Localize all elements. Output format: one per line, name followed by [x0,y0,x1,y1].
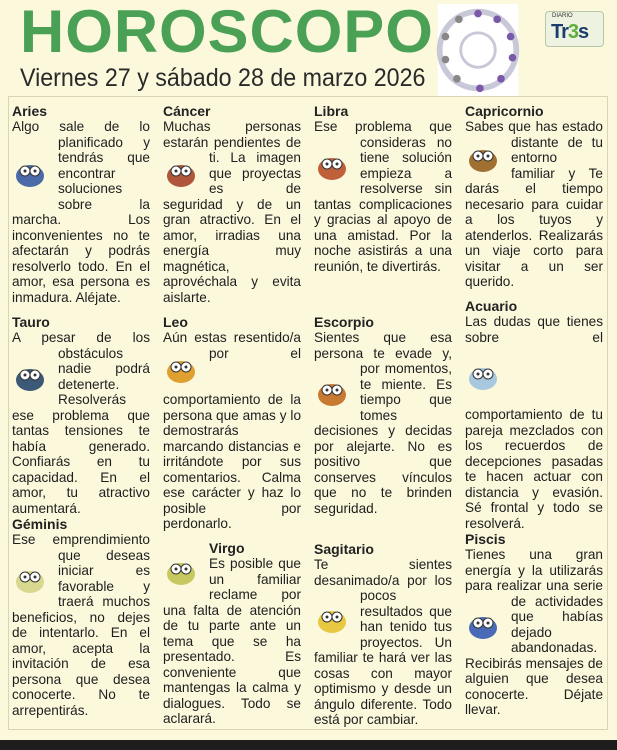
sign-name: Tauro [12,314,50,330]
bull-icon [12,346,58,408]
diario-tres-logo [545,11,604,47]
sign-name: Capricornio [465,103,544,119]
sign-text: Te sientes desanimado/a por los pocos resultados que han tenido tus proyectos. Un familiar te hará ver las cosas con mayor optimismo y desde un ángulo diferente. Todo está por cambiar. [314,557,452,727]
sign-name: Leo [163,314,188,330]
sign-text: A pesar de los obstáculos nadie podrá detenerte. Resolverás ese problema que tantas tensiones te había generado. Confiarás en tu capacidad. En el amor, tu atractivo aumentará. [12,330,150,516]
page-title: HOROSCOPO [20,0,434,65]
sign-text: Ese problema que consideras no tiene solución empieza a resolverse sin tantas complicaciones y gracias al apoyo de una amistad. Por la noche asistirás a una reunión, te divertirás. [314,119,452,274]
column-2 [163,103,301,727]
sign-name: Cáncer [163,103,211,119]
sign-geminis [12,516,150,718]
sign-name: Escorpio [314,314,374,330]
footer-bar [0,740,617,750]
sign-name: Acuario [465,298,518,314]
sign-text: Ese emprendimiento que deseas iniciar es favorable y traerá muchos beneficios, no dejes de intentarlo. En el amor, acepta la invitación de esa persona que desea conocerte. No te arrepentirás. [12,532,150,718]
sign-piscis [465,531,603,718]
water-drop-icon [465,345,511,407]
sign-aries [12,103,150,314]
sign-name: Géminis [12,516,68,532]
twins-icon [12,548,58,610]
logo-brand-a: Tr [551,21,568,43]
logo-small-text: DIARIO [552,13,573,19]
sign-text: Sientes que esa persona te evade y, por momentos, te miente. Es tiempo que tomes decisiones y decidas por alejarte. No es positivo que conserves vínculos que no te brinden seguridad. [314,330,452,516]
ram-icon [12,135,58,213]
sign-name: Libra [314,103,349,119]
logo-brand [551,21,588,43]
sign-sagitario [314,541,452,728]
maiden-icon [163,540,209,603]
sign-cancer [163,103,301,314]
sign-text: Aún estas resentido/a por el comportamiento de la persona que amas y lo demostrarás marcando distancias e irritándote por sus comentarios. Calma ese carácter y haz lo posible por perdonarlo. [163,330,301,531]
crab-icon [163,150,209,197]
goat-icon [465,135,511,182]
logo-brand-c: s [578,21,589,43]
scales-icon [314,135,360,197]
sign-text: Tienes una gran energía y la utilizarás para realizar una serie de actividades que habías dejado abandonadas. Recibirás mensajes de alguien que desea conocerte. Déjate llevar. [465,547,603,717]
sign-name: Aries [12,103,48,119]
sign-text: Sabes que has estado distante de tu entorno familiar y Te darás el tiempo necesario para cuidar a los tuyos y atenderlos. Realizarás un viaje corto para visitar a un ser querido. [465,119,603,289]
archer-icon [314,588,360,650]
sign-text: Muchas personas estarán pendientes de ti. La imagen que proyectas es de seguridad y de un gran atractivo. En el amor, irradias una energía muy magnética, aprovéchala y evita aislarte. [163,119,301,305]
zodiac-wheel-icon [436,4,520,96]
sign-virgo [163,540,301,727]
sign-libra [314,103,452,314]
sign-capricornio [465,103,603,298]
lion-icon [163,346,209,393]
sign-name: Sagitario [314,541,374,557]
column-1 [12,103,150,718]
sign-text: Algo sale de lo planificado y tendrás que encontrar soluciones sobre la marcha. Los inconvenientes no te afectarán y podrás resolverlo todo. En el amor, esa persona es inmadura. Aléjate. [12,119,150,305]
sign-tauro [12,314,150,516]
scorpion-icon [314,361,360,423]
fish-icon [465,594,511,656]
sign-text: Las dudas que tienes sobre el comportamiento de tu pareja mezclados con los recuerdos de decepciones pasadas te hacen actuar con distancia y evasión. Sé frontal y todo se resolverá. [465,314,603,531]
logo-brand-b: 3 [567,21,579,43]
sign-name: Virgo [209,540,245,556]
column-4 [465,103,603,718]
date-line: Viernes 27 y sábado 28 de marzo 2026 [20,64,426,92]
sign-text: Es posible que un familiar reclame por una falta de atención de tu parte ante un tema que se ha presentado. Es conveniente que mantengas la calma y dialogues. Todo se aclarará. [163,556,301,726]
sign-name: Piscis [465,531,506,547]
sign-escorpio [314,314,452,541]
sign-leo [163,314,301,540]
sign-acuario [465,298,603,531]
column-3 [314,103,452,728]
